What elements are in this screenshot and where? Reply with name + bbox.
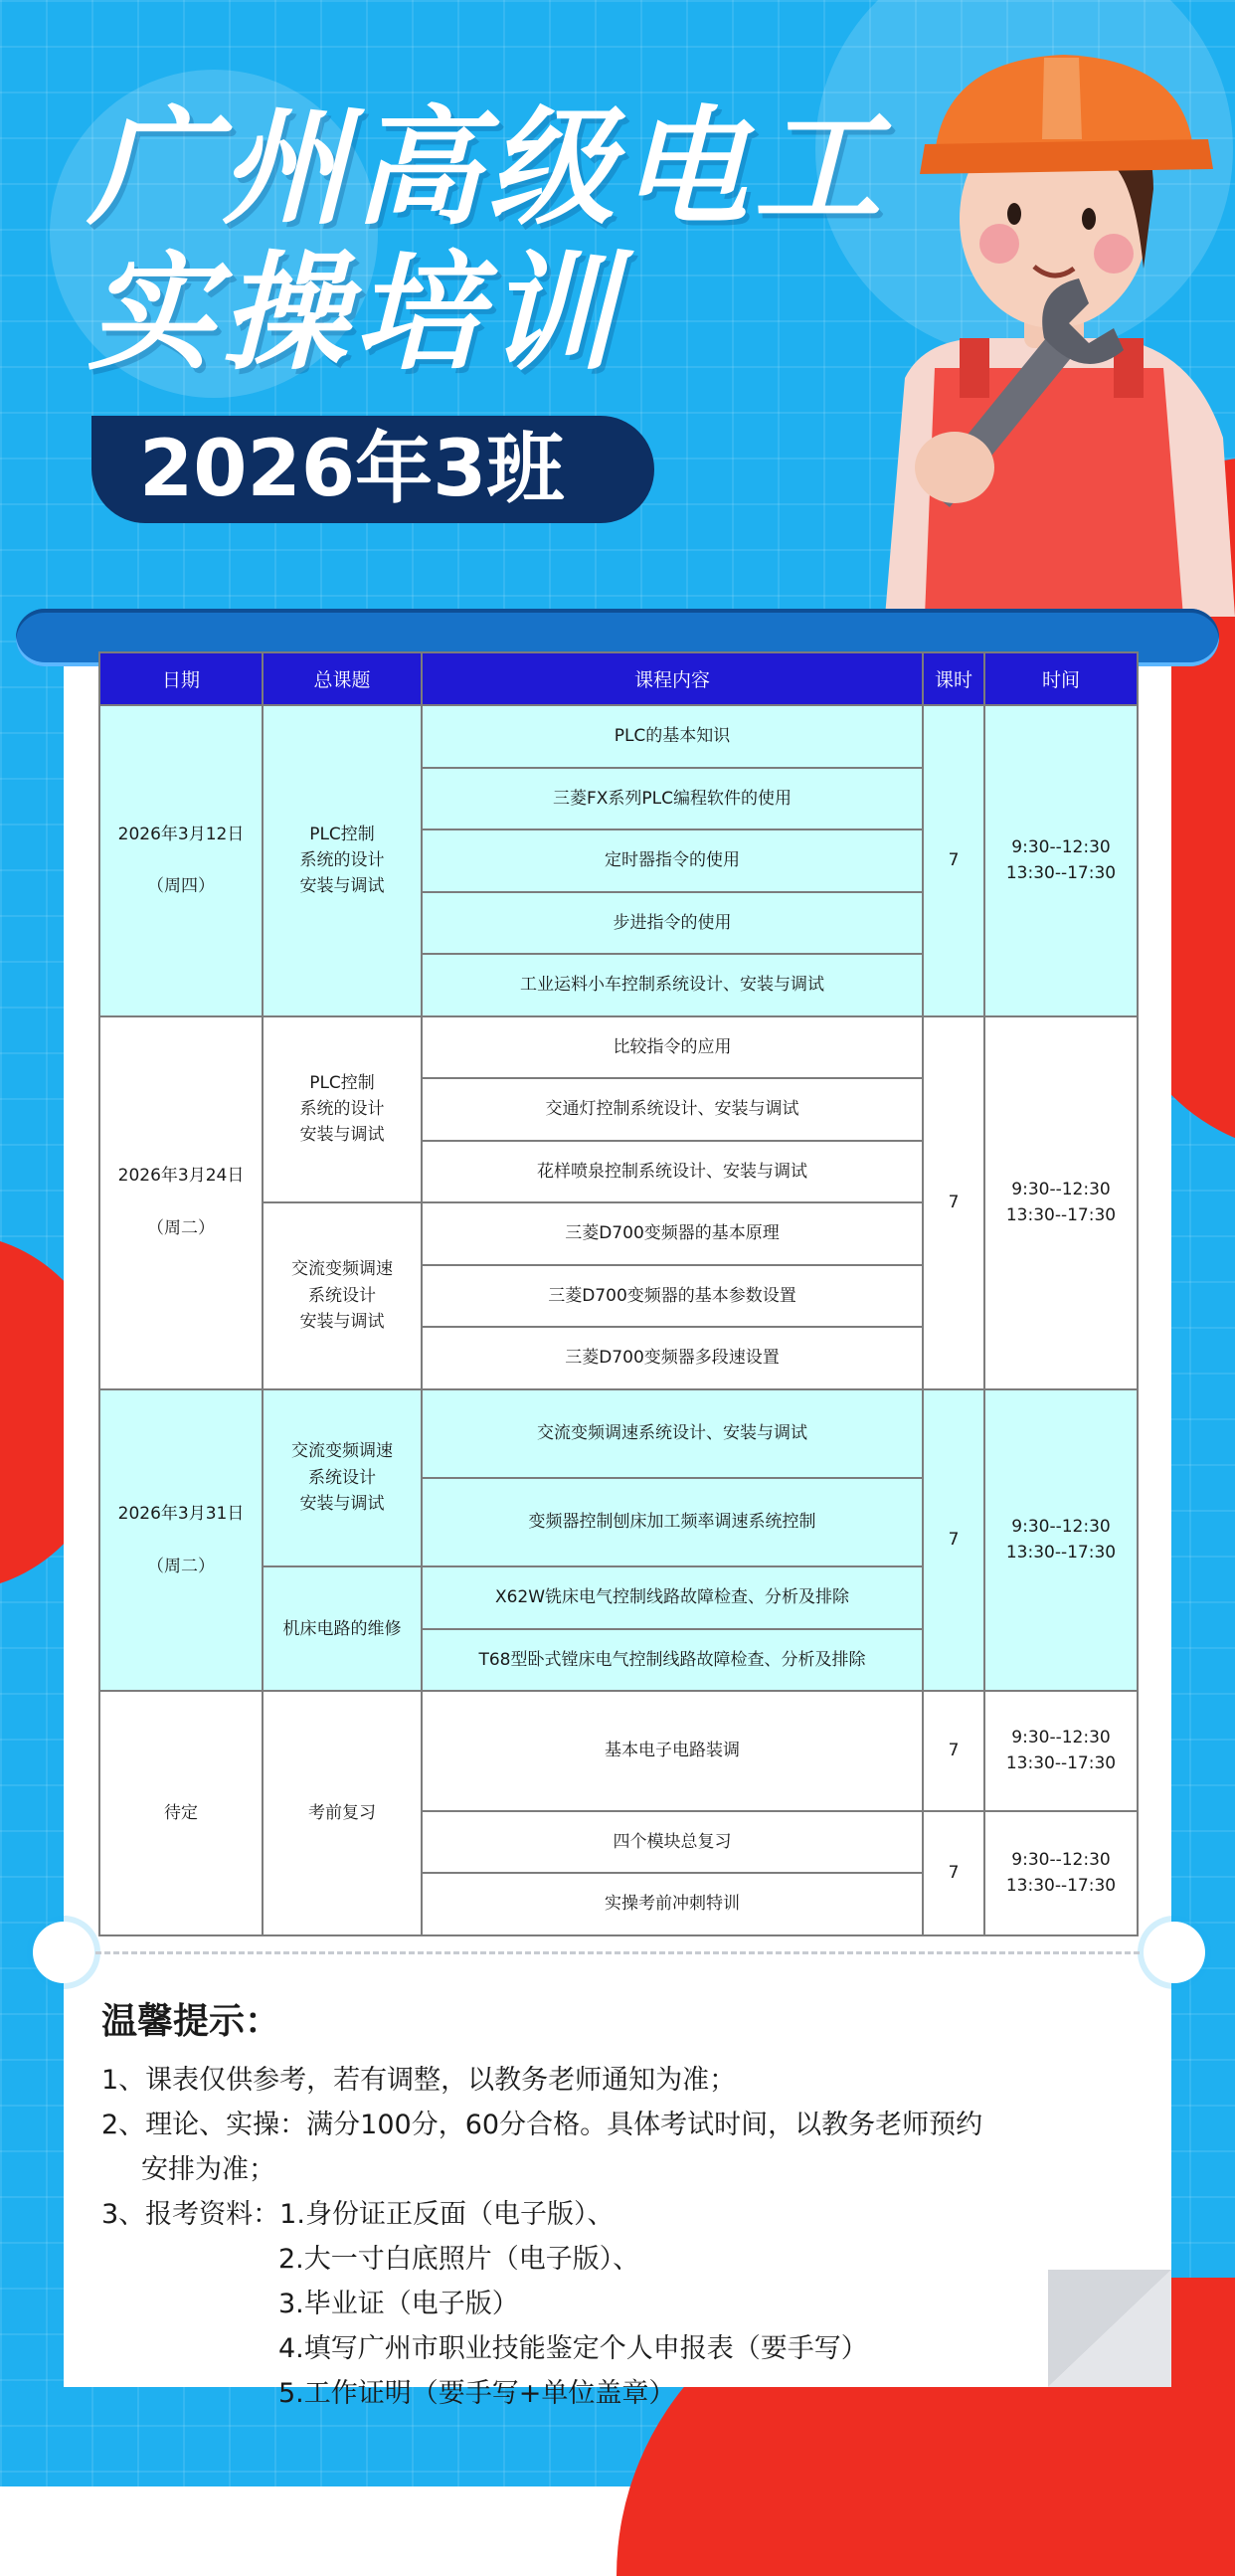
vest-strap: [960, 338, 989, 398]
content-cell: 三菱D700变频器的基本原理: [422, 1202, 923, 1265]
topic-cell: 交流变频调速 系统设计 安装与调试: [263, 1202, 422, 1389]
time-cell: 9:30--12:30 13:30--17:30: [984, 1811, 1138, 1935]
content-cell: 实操考前冲刺特训: [422, 1873, 923, 1935]
col-header-topic: 总课题: [263, 652, 422, 705]
tips-line: 3、报考资料：1.身份证正反面（电子版）、: [101, 2199, 615, 2230]
tips-list-item: 3.毕业证（电子版）: [278, 2289, 519, 2319]
table-row: [99, 1389, 1138, 1478]
hours-cell: 7: [923, 1016, 984, 1389]
time-cell: 9:30--12:30 13:30--17:30: [984, 1691, 1138, 1811]
content-cell: 交通灯控制系统设计、安装与调试: [422, 1078, 923, 1141]
tips-list-item: 2.大一寸白底照片（电子版）、: [278, 2244, 640, 2275]
col-header-date: 日期: [99, 652, 263, 705]
class-badge: 2026年3班: [91, 416, 654, 523]
divider: [95, 1951, 1140, 1954]
tips-list-item: 5.工作证明（要手写+单位盖章）: [278, 2378, 676, 2409]
table-row: [99, 705, 1138, 768]
topic-cell: 交流变频调速 系统设计 安装与调试: [263, 1389, 422, 1567]
content-cell: 变频器控制刨床加工频率调速系统控制: [422, 1478, 923, 1566]
content-cell: 四个模块总复习: [422, 1811, 923, 1874]
date-cell: 2026年3月12日 （周四）: [99, 705, 263, 1016]
content-cell: 比较指令的应用: [422, 1016, 923, 1079]
paper-notch: [1144, 1922, 1205, 1983]
content-cell: 三菱D700变频器的基本参数设置: [422, 1265, 923, 1328]
cheek: [1094, 234, 1134, 274]
table-row: [99, 1016, 1138, 1079]
time-cell: 9:30--12:30 13:30--17:30: [984, 705, 1138, 1016]
hours-cell: 7: [923, 705, 984, 1016]
hours-cell: 7: [923, 1389, 984, 1692]
content-cell: 定时器指令的使用: [422, 829, 923, 892]
topic-cell: PLC控制 系统的设计 安装与调试: [263, 1016, 422, 1203]
date-cell: 2026年3月31日 （周二）: [99, 1389, 263, 1692]
tips-line: 2、理论、实操：满分100分，60分合格。具体考试时间，以教务老师预约: [101, 2110, 983, 2140]
page-title-line1: 广州高级电工: [88, 94, 888, 243]
time-cell: 9:30--12:30 13:30--17:30: [984, 1016, 1138, 1389]
content-cell: 基本电子电路装调: [422, 1691, 923, 1811]
content-cell: T68型卧式镗床电气控制线路故障检查、分析及排除: [422, 1629, 923, 1692]
page-title-line2: 实操培训: [88, 240, 621, 388]
tips-section: [101, 1993, 1096, 2416]
topic-cell: PLC控制 系统的设计 安装与调试: [263, 705, 422, 1016]
content-cell: PLC的基本知识: [422, 705, 923, 768]
worker-illustration: [865, 40, 1235, 617]
hours-cell: 7: [923, 1811, 984, 1935]
table-row: [99, 1691, 1138, 1811]
tips-line: 1、课表仅供参考，若有调整，以教务老师通知为准；: [101, 2065, 737, 2096]
helmet-icon: [920, 55, 1213, 174]
hand: [915, 432, 994, 503]
content-cell: 三菱D700变频器多段速设置: [422, 1327, 923, 1389]
table-header-row: [99, 652, 1138, 705]
date-cell: 待定: [99, 1691, 263, 1935]
eye: [1082, 208, 1096, 230]
content-cell: 步进指令的使用: [422, 892, 923, 955]
col-header-hours: 课时: [923, 652, 984, 705]
col-header-content: 课程内容: [422, 652, 923, 705]
cheek: [979, 224, 1019, 264]
content-cell: 工业运料小车控制系统设计、安装与调试: [422, 954, 923, 1016]
tips-heading: 温馨提示：: [101, 2001, 281, 2042]
tips-line: 安排为准；: [141, 2154, 275, 2185]
hours-cell: 7: [923, 1691, 984, 1811]
paper-notch: [33, 1922, 94, 1983]
date-cell: 2026年3月24日 （周二）: [99, 1016, 263, 1389]
col-header-time: 时间: [984, 652, 1138, 705]
content-cell: 三菱FX系列PLC编程软件的使用: [422, 768, 923, 830]
content-cell: 交流变频调速系统设计、安装与调试: [422, 1389, 923, 1478]
schedule-table: [98, 651, 1139, 1936]
topic-cell: 考前复习: [263, 1691, 422, 1935]
eye: [1007, 203, 1021, 225]
tips-list-item: 4.填写广州市职业技能鉴定个人申报表（要手写）: [278, 2333, 868, 2364]
topic-cell: 机床电路的维修: [263, 1566, 422, 1691]
time-cell: 9:30--12:30 13:30--17:30: [984, 1389, 1138, 1692]
content-cell: X62W铣床电气控制线路故障检查、分析及排除: [422, 1566, 923, 1629]
content-cell: 花样喷泉控制系统设计、安装与调试: [422, 1141, 923, 1203]
